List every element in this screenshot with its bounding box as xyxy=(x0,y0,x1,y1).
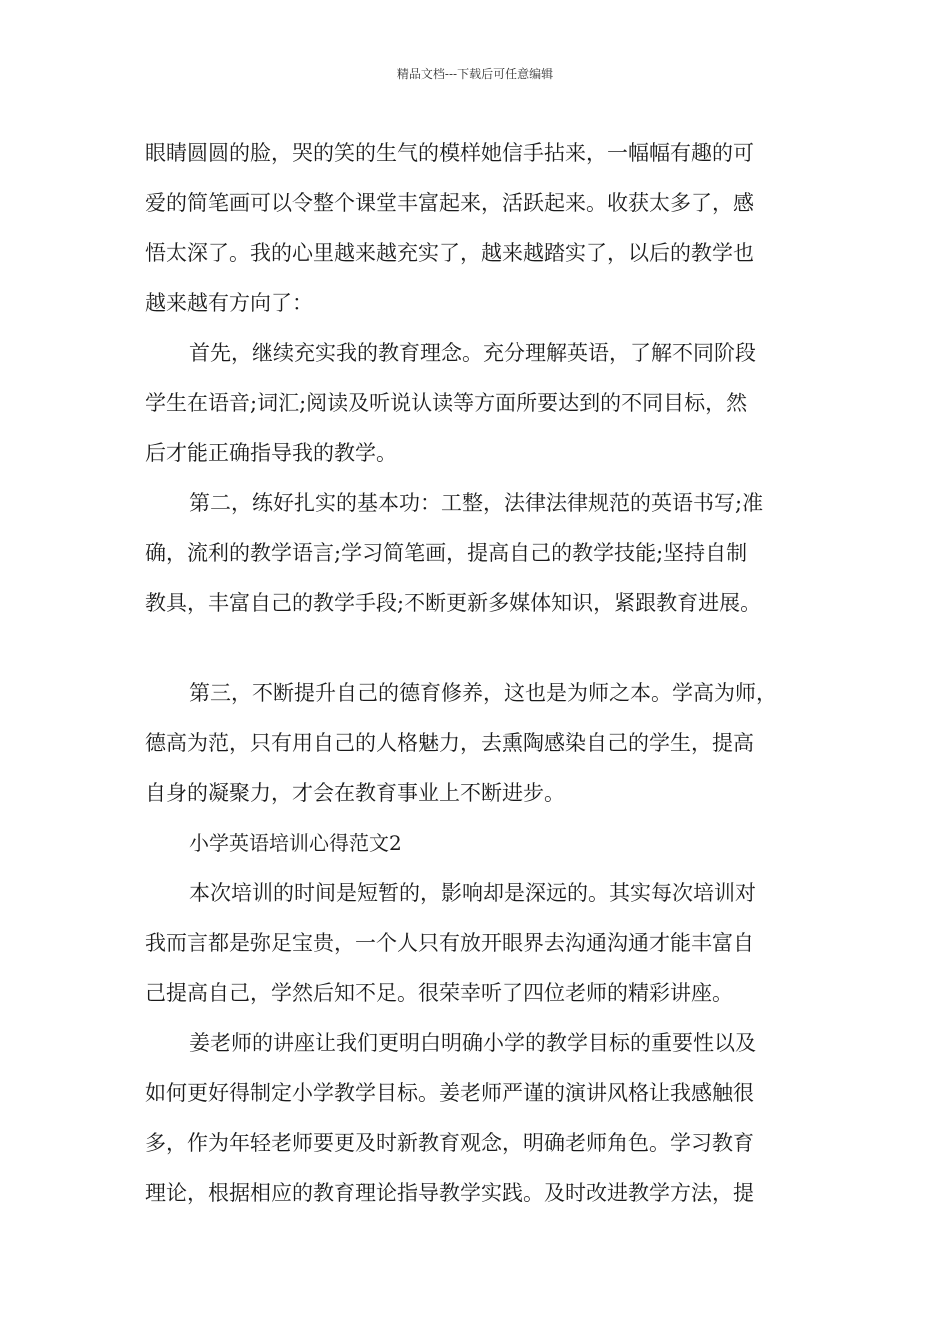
text-line: 越来越有方向了： xyxy=(145,291,313,315)
text-line: 确，流利的教学语言;学习简笔画，提高自己的教学技能;坚持自制 xyxy=(145,541,748,565)
text-line: 本次培训的时间是短暂的，影响却是深远的。其实每次培训对 xyxy=(189,881,756,905)
text-line: 我而言都是弥足宝贵，一个人只有放开眼界去沟通沟通才能丰富自 xyxy=(145,931,754,955)
text-line: 首先，继续充实我的教育理念。充分理解英语，了解不同阶段 xyxy=(189,341,756,365)
paragraph-first xyxy=(145,328,825,478)
page-header: 精品文档---下载后可任意编辑 xyxy=(396,67,554,81)
paragraph-spacer xyxy=(145,628,825,668)
text-line: 爱的简笔画可以令整个课堂丰富起来，活跃起来。收获太多了，感 xyxy=(145,191,754,215)
text-line: 眼睛圆圆的脸，哭的笑的生气的模样她信手拈来，一幅幅有趣的可 xyxy=(145,141,754,165)
text-line: 学生在语音;词汇;阅读及听说认读等方面所要达到的不同目标，然 xyxy=(145,391,748,415)
text-line: 教具，丰富自己的教学手段;不断更新多媒体知识，紧跟教育进展。 xyxy=(145,591,762,615)
text-line: 多，作为年轻老师要更及时新教育观念，明确老师角色。学习教育 xyxy=(145,1131,754,1155)
text-line: 自身的凝聚力，才会在教育事业上不断进步。 xyxy=(145,781,565,805)
text-line: 姜老师的讲座让我们更明白明确小学的教学目标的重要性以及 xyxy=(189,1031,756,1055)
paragraph-third xyxy=(145,668,825,818)
paragraph-training xyxy=(145,868,825,1018)
text-line: 德高为范，只有用自己的人格魅力，去熏陶感染自己的学生，提高 xyxy=(145,731,754,755)
text-line: 悟太深了。我的心里越来越充实了，越来越踏实了，以后的教学也 xyxy=(145,241,754,265)
document-body xyxy=(145,128,825,1218)
section-heading xyxy=(145,818,825,868)
paragraph-second xyxy=(145,478,825,628)
text-line: 第二，练好扎实的基本功：工整，法律法律规范的英语书写;准 xyxy=(189,491,764,515)
text-line: 第三，不断提升自己的德育修养，这也是为师之本。学高为师， xyxy=(189,681,777,705)
paragraph-continued xyxy=(145,128,825,328)
section-title: 小学英语培训心得范文2 xyxy=(189,831,402,855)
text-line: 如何更好得制定小学教学目标。姜老师严谨的演讲风格让我感触很 xyxy=(145,1081,754,1105)
paragraph-lecture xyxy=(145,1018,825,1218)
text-line: 己提高自己，学然后知不足。很荣幸听了四位老师的精彩讲座。 xyxy=(145,981,733,1005)
text-line: 后才能正确指导我的教学。 xyxy=(145,441,397,465)
text-line: 理论，根据相应的教育理论指导教学实践。及时改进教学方法，提 xyxy=(145,1181,754,1205)
